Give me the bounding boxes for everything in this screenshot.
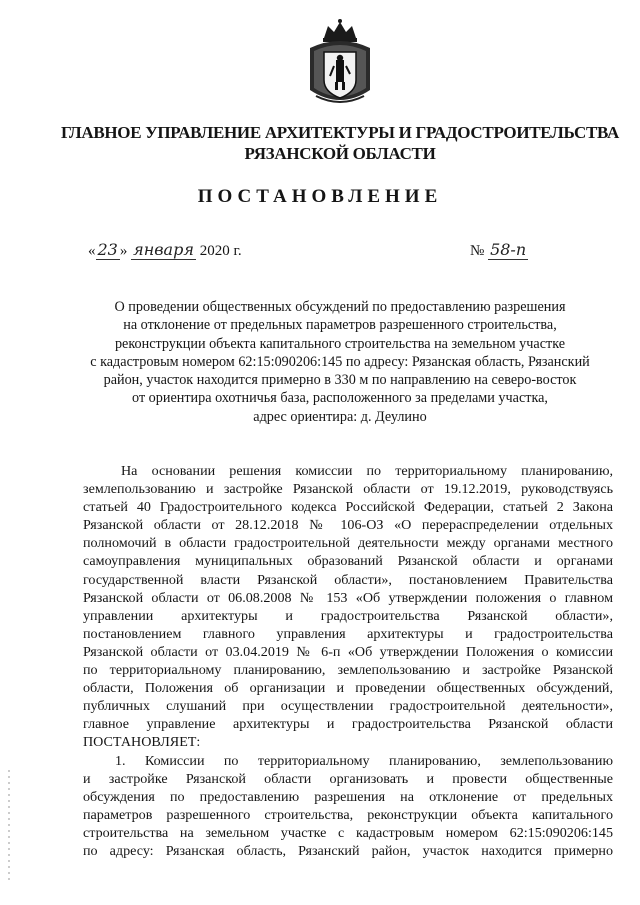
date-month: января bbox=[133, 240, 194, 259]
body-line: самоуправления муниципальных образований Рязанской области и органами bbox=[83, 553, 613, 570]
body-line: землепользованию и застройке Рязанской области от 19.12.2019, руководствуясь bbox=[83, 481, 613, 498]
subject-line: с кадастровым номером 62:15:090206:145 по адресу: Рязанская область, Рязанский bbox=[90, 353, 590, 370]
number-value: 58-п bbox=[490, 240, 527, 259]
body-line: Рязанской области от 06.08.2008 № 153 «Об утверждении положения о главном bbox=[83, 589, 613, 606]
subject-line: от ориентира охотничья база, расположенного за пределами участка, bbox=[132, 390, 548, 407]
body-line: Рязанской области от 28.12.2018 № 106-ОЗ «О перераспределении отдельных bbox=[83, 517, 613, 534]
org-name-line1: ГЛАВНОЕ УПРАВЛЕНИЕ АРХИТЕКТУРЫ И ГРАДОСТРОИТЕЛЬСТВА bbox=[61, 123, 619, 142]
body-line: по адресу: Рязанская область, Рязанский район, участок находится примерно bbox=[83, 842, 613, 859]
body-line: статьей 40 Градостроительного кодекса Российской Федерации, статьей 2 Закона bbox=[83, 499, 613, 516]
date-open-quote: « bbox=[88, 243, 96, 259]
body-line: Рязанской области от 03.04.2019 № 6-п «Об утверждении Положения о комиссии bbox=[83, 643, 613, 660]
body-line: главное управление архитектуры и градостроительства Рязанской области bbox=[83, 716, 613, 733]
body-line: строительства на земельном участке с кадастровым номером 62:15:090206:145 bbox=[83, 824, 613, 841]
body-line: полномочий в области градостроительной деятельности между органами местного bbox=[83, 535, 613, 552]
body-line: по территориальному планированию, землепользованию и застройке Рязанской bbox=[83, 662, 613, 679]
document-date bbox=[88, 240, 278, 260]
body-line: государственной власти Рязанской области», постановлением Правительства bbox=[83, 571, 613, 588]
subject-line: район, участок находится примерно в 330 м по направлению на северо-восток bbox=[103, 372, 577, 389]
body-line: управлении архитектуры и градостроительства Рязанской области», bbox=[83, 607, 613, 624]
document-body bbox=[83, 462, 613, 860]
subject-line: О проведении общественных обсуждений по предоставлению разрешения bbox=[114, 299, 566, 315]
body-line: области, Положения об организации и проведении общественных обсуждений, bbox=[83, 680, 613, 697]
scan-margin-mark bbox=[8, 770, 10, 880]
ryazan-coat-of-arms-icon bbox=[304, 18, 376, 110]
document-title: ПОСТАНОВЛЕНИЕ bbox=[197, 186, 443, 207]
document-number bbox=[470, 240, 590, 260]
date-day: 23 bbox=[97, 240, 118, 259]
body-line: На основании решения комиссии по территориальному планированию, bbox=[121, 463, 613, 479]
date-year: 2020 г. bbox=[199, 243, 242, 259]
org-name-line2: РЯЗАНСКОЙ ОБЛАСТИ bbox=[244, 144, 436, 163]
date-close-quote: » bbox=[119, 243, 128, 259]
body-line: параметров разрешенного строительства, реконструкции объекта капитального bbox=[83, 806, 613, 823]
subject-line: реконструкции объекта капитального строительства на земельном участке bbox=[114, 335, 566, 352]
number-prefix: № bbox=[470, 243, 485, 259]
resolution-keyword: ПОСТАНОВЛЯЕТ: bbox=[83, 734, 201, 751]
body-line: и застройке Рязанской области организовать и провести общественные bbox=[83, 770, 613, 787]
body-line: публичных слушаний при осуществлении градостроительной деятельности», bbox=[83, 698, 613, 715]
subject-line: адрес ориентира: д. Деулино bbox=[253, 408, 427, 425]
body-line: обсуждения по предоставлению разрешения на отклонение от предельных bbox=[83, 788, 613, 805]
document-subject bbox=[60, 298, 620, 426]
body-line: 1. Комиссии по территориальному планированию, землепользованию bbox=[115, 752, 613, 769]
subject-line: на отклонение от предельных параметров разрешенного строительства, bbox=[123, 317, 557, 334]
body-line: постановлением главного управления архитектуры и градостроительства bbox=[83, 625, 613, 642]
